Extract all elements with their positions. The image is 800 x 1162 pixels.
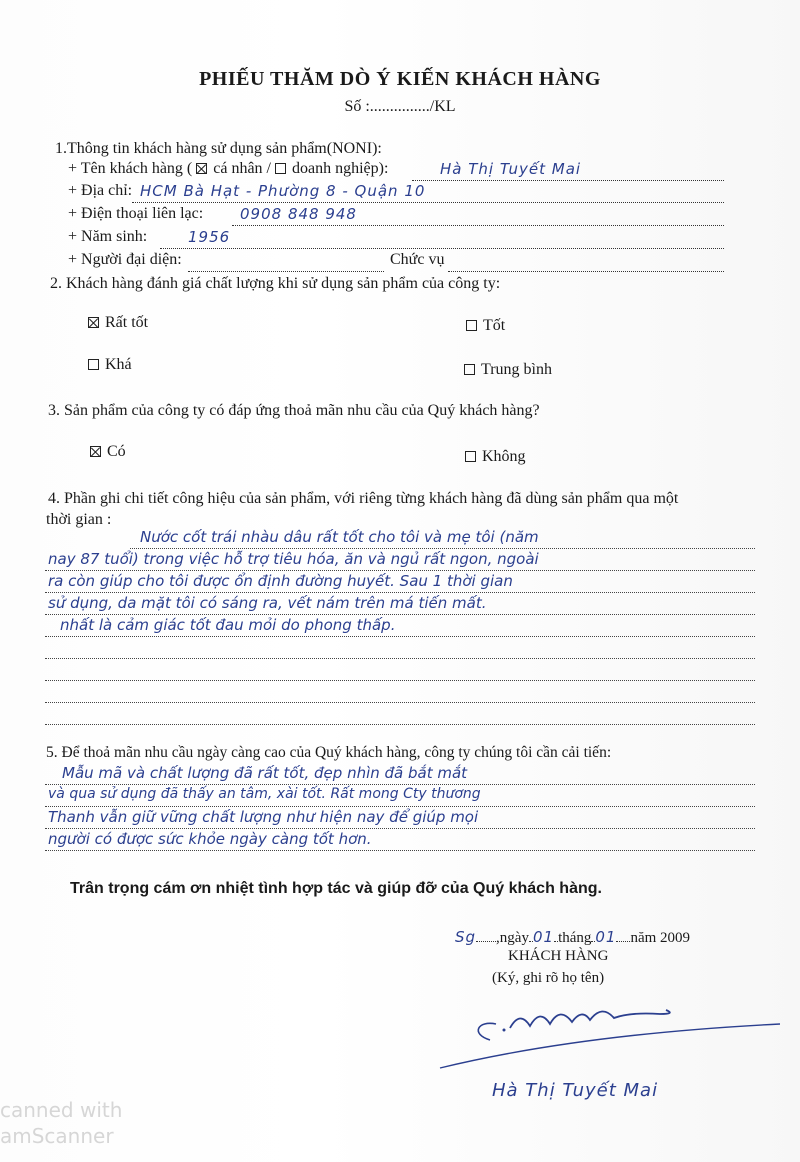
thanks-message: Trân trọng cám ơn nhiệt tình hợp tác và giúp đỡ của Quý khách hàng. [70,880,602,897]
month-value: 01 [595,928,617,946]
section2-heading: 2. Khách hàng đánh giá chất lượng khi sử dụng sản phẩm của công ty: [50,275,501,292]
representative-label: + Người đại diện: [68,251,182,268]
section5-heading: 5. Để thoả mãn nhu cầu ngày càng cao của Quý khách hàng, công ty chúng tôi cần cải tiến: [46,744,612,761]
individual-label: cá nhân / [213,160,271,177]
phone-label: + Điện thoại liên lạc: [68,205,204,222]
satisfaction-option-yes[interactable] [90,443,126,461]
customer-name-row [68,160,388,178]
section4-heading-line2: thời gian : [46,511,112,528]
address-label: + Địa chỉ: [68,182,133,199]
place-value: Sg [455,928,477,946]
section4-text-line-2: nay 87 tuổi) trong việc hỗ trợ tiêu hóa, ăn và ngủ rất ngon, ngoài [48,550,539,568]
position-dotline [448,257,724,272]
section4-dotline-6 [45,658,755,659]
rating-fair-checkbox[interactable] [88,359,99,370]
representative-dotline [188,257,384,272]
section1-heading: 1.Thông tin khách hàng sử dụng sản phẩm(NONI): [55,140,382,157]
watermark-line-2: amScanner [0,1124,114,1148]
section4-text-line-5: nhất là cảm giác tốt đau mỏi do phong thấp. [60,616,396,634]
rating-fair-label: Khá [105,356,132,373]
section5-text-line-4: người có được sức khỏe ngày càng tốt hơn. [48,830,372,848]
section4-text-line-1: Nước cốt trái nhàu dâu rất tốt cho tôi và mẹ tôi (năm [140,528,539,546]
section5-dotline-1 [45,784,755,785]
signature-graphic [430,990,790,1070]
section4-dotline-2 [45,570,755,571]
rating-option-fair[interactable] [88,356,132,374]
section4-dotline-5 [45,636,755,637]
section4-dotline-4 [45,614,755,615]
customer-name-label: + Tên khách hàng ( [68,160,193,177]
signer-note: (Ký, ghi rõ họ tên) [492,970,605,986]
section4-dotline-3 [45,592,755,593]
rating-average-checkbox[interactable] [464,364,475,375]
date-line [455,928,690,947]
watermark-line-1: canned with [0,1098,123,1122]
satisfaction-yes-label: Có [107,443,126,460]
position-label: Chức vụ [390,251,445,268]
section4-dotline-1 [130,548,755,549]
birth-year-dotline [160,234,724,249]
satisfaction-option-no[interactable] [465,448,526,466]
rating-option-good[interactable] [466,317,505,335]
section5-dotline-2 [45,806,755,807]
rating-good-checkbox[interactable] [466,320,477,331]
rating-good-label: Tốt [483,317,506,334]
form-title: PHIẾU THĂM DÒ Ý KIẾN KHÁCH HÀNG [199,68,601,90]
section4-text-line-4: sử dụng, da mặt tôi có sáng ra, vết nám trên má tiến mất. [48,594,487,612]
day-label: ,ngày [496,930,529,946]
section4-dotline-9 [45,724,755,725]
rating-option-very-good[interactable] [88,314,148,332]
rating-average-label: Trung bình [481,361,552,378]
day-value: 01 [532,928,555,946]
section4-dotline-8 [45,702,755,703]
section4-dotline-7 [45,680,755,681]
individual-checkbox[interactable] [196,163,207,174]
form-number: Số :.............../KL [344,98,456,115]
year-label: năm 2009 [630,930,691,946]
satisfaction-yes-checkbox[interactable] [90,446,101,457]
section3-heading: 3. Sản phẩm của công ty có đáp ứng thoả mãn nhu cầu của Quý khách hàng? [48,402,540,419]
phone-value: 0908 848 948 [240,205,357,223]
section4-text-line-3: ra còn giúp cho tôi được ổn định đường huyết. Sau 1 thời gian [48,572,513,590]
signer-name: Hà Thị Tuyết Mai [492,1080,659,1101]
business-label: doanh nghiệp): [292,160,389,177]
section5-dotline-3 [45,828,755,829]
satisfaction-no-label: Không [482,448,526,465]
birth-year-value: 1956 [188,228,231,246]
birth-year-label: + Năm sinh: [68,228,148,245]
section5-dotline-4 [45,850,755,851]
section5-text-line-2: và qua sử dụng đã thấy an tâm, xài tốt. Rất mong Cty thương [48,786,481,802]
business-checkbox[interactable] [275,163,286,174]
rating-very-good-label: Rất tốt [105,314,149,331]
section5-text-line-3: Thanh vẫn giữ vững chất lượng như hiện nay để giúp mọi [48,808,479,826]
section5-text-line-1: Mẫu mã và chất lượng đã rất tốt, đẹp nhìn đã bắt mắt [62,764,468,782]
signer-title: KHÁCH HÀNG [508,948,609,964]
rating-option-average[interactable] [464,361,552,379]
satisfaction-no-checkbox[interactable] [465,451,476,462]
section4-heading-line1: 4. Phần ghi chi tiết công hiệu của sản phẩm, với riêng từng khách hàng đã dùng sản phẩm qua một [48,490,679,507]
customer-name-value: Hà Thị Tuyết Mai [440,160,582,178]
address-value: HCM Bà Hạt - Phường 8 - Quận 10 [140,182,426,200]
month-label: tháng [558,930,592,946]
rating-very-good-checkbox[interactable] [88,317,99,328]
